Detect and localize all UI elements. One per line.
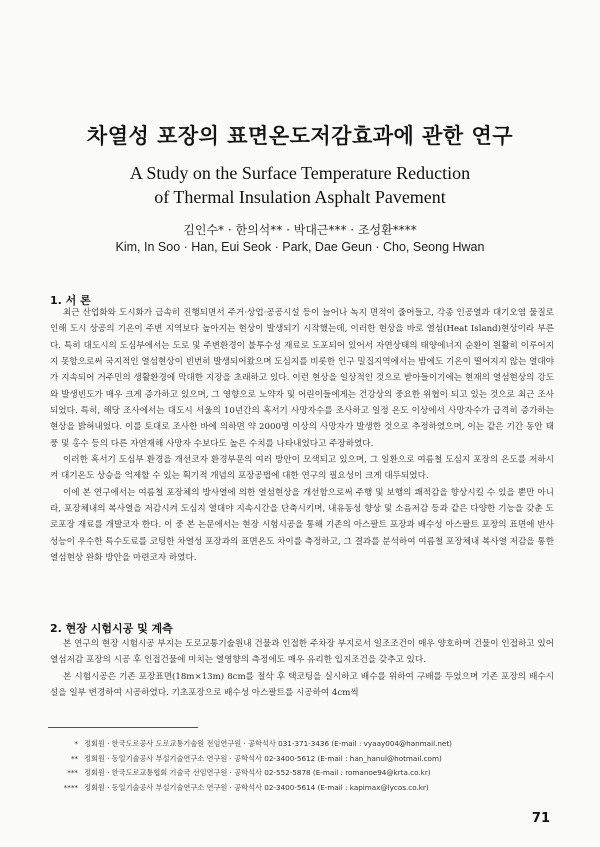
- footnote-text: 정회원 · 한국도로공사 도로교통기술원 전임연구원 · 공학석사 031-371-3436 (E-mail : vyaay004@hanmail.net): [84, 739, 452, 748]
- section-1-body: [50, 305, 554, 567]
- section-1-paragraph: 최근 산업화와 도시화가 급속히 진행되면서 주거·상업·공공시설 등이 늘어나 녹지 면적이 줄어들고, 각종 인공열과 대기오염 물질로 인해 도시 상공의 기온이 주변 지역보다 높아지는 현상이 발생되기 시작했는데, 이러한 현상을 바로 열섬(Heat Island)현상이라 부른다. 특히 대도시의 도심부에서는 도로 및 주변환경이 불투수성 재료로 도포되어 있어서 자연상태의 태양에너지 순환이 원활히 이루어지지 못함으로써 국지적인 열섬현상이 빈번히 발생되어왔으며 도심지를 비롯한 인구 밀집지역에서는 밤에도 기온이 떨어지지 않는 열대야가 지속되어 거주민의 생활환경에 막대한 지장을 초래하고 있다. 이런 현상을 일상적인 것으로 받아들이기에는 현재의 열섬현상의 강도와 발생빈도가 매우 크게 증가하고 있으며, 그 영향으로 노약자 및 어린이들에게는 건강상의 중요한 위협이 되고 있는 것으로 최근 조사되었다. 특히, 해당 조사에서는 대도시 서울의 10년간의 혹서기 사망자수를 조사하고 일정 온도 이상에서 사망자수가 급격히 증가하는 현상을 밝혀내었다. 이를 토대로 조사한 바에 의하면 약 2000명 이상의 사망자가 발생한 것으로 추정하였으며, 이는 같은 기간 동안 태풍 및 홍수 등의 다른 자연재해 사망자 수보다도 높은 수치를 나타내었다고 주장하였다.: [50, 308, 554, 449]
- section-2-paragraph: 본 시험시공은 기존 포장표면(18m×13m) 8cm를 절삭 후 택코팅을 실시하고 배수를 위하여 구배를 두었으며 기존 포장의 배수시설을 일부 변경하여 시공하였다. 기초포장으로 배수성 아스팔트를 시공하여 4cm씩: [50, 671, 554, 699]
- title-korean: 차열성 포장의 표면온도저감효과에 관한 연구: [86, 124, 514, 148]
- footnote-marker: *: [74, 739, 78, 748]
- section-2-body: [50, 636, 554, 701]
- footnote-text: 정회원 · 동일기술공사 부설기술연구소 연구원 · 공학석사 02-3400-5612 (E-mail : han_hanul@hotmail.com): [84, 753, 442, 763]
- footnotes: [48, 737, 568, 795]
- footnote: [48, 781, 568, 796]
- footnote-marker: **: [70, 753, 78, 763]
- section-2-heading: 2. 현장 시험시공 및 계측: [50, 622, 173, 635]
- title-english-line-2: of Thermal Insulation Asphalt Pavement: [154, 187, 446, 207]
- section-1-heading: 1. 서 론: [50, 294, 91, 307]
- footnote: [48, 737, 568, 752]
- title-english-line-1: A Study on the Surface Temperature Reduction: [129, 163, 471, 183]
- footnote-text: 정회원 · 한국도로교통협회 기술국 선임연구원 · 공학석사 02-552-5878 (E-mail : romanoe94@krta.co.kr): [84, 768, 431, 778]
- footnote-divider: [48, 727, 198, 728]
- footnote-marker: ****: [63, 782, 78, 792]
- title-english: [0, 161, 600, 209]
- footnote-text: 정회원 · 동일기술공사 부설기술연구소 연구원 · 공학석사 02-3400-5614 (E-mail : kapimax@lycos.co.kr): [84, 782, 429, 792]
- footnote: [48, 766, 568, 781]
- footnote: [48, 752, 568, 767]
- footnote-marker: ***: [67, 768, 78, 778]
- section-2-paragraph: 본 연구의 현장 시험시공 부지는 도로교통기술원내 건물과 인접한 주차장 부지로서 일조조건이 매우 양호하며 건물이 인접하고 있어 열섬저감 포장의 시공 후 인접건물에 미치는 열영향의 측정에도 매우 유리한 입지조건을 갖추고 있다.: [50, 639, 554, 666]
- section-1-paragraph: 이러한 혹서기 도심부 환경을 개선코자 환경부문의 여러 방안이 모색되고 있으며, 그 일환으로 여름철 도심지 포장의 온도를 저하시켜 대기온도 상승을 억제할 수 있는 획기적 개념의 포장공법에 대한 연구의 필요성이 크게 대두되었다.: [50, 455, 554, 482]
- section-1-paragraph: 이에 본 연구에서는 여름철 포장체의 방사열에 의한 열섬현상을 개선함으로써 주행 및 보행의 쾌적감을 향상시킬 수 있을 뿐만 아니라, 포장체내의 복사열을 저감시켜 도심지 열대야 지속시간을 단축시키며, 내유동성 향상 및 소음저감 등과 같은 다양한 기능을 갖춘 도로포장 재료를 개발코자 한다. 이 중 본 논문에서는 현장 시험시공을 통해 기존의 아스팔트 포장과 배수성 아스팔트 포장의 표면에 반사성능이 우수한 특수도료를 코팅한 차열성 포장과의 표면온도 차이를 측정하고, 그 결과를 분석하여 여름철 포장체내 복사열 저감을 통한 열섬현상 완화 방안을 마련코자 하였다.: [50, 487, 554, 564]
- authors-korean: 김인수* · 한의석** · 박대근*** · 조성환****: [183, 223, 417, 237]
- authors-english: Kim, In Soo · Han, Eui Seok · Park, Dae Geun · Cho, Seong Hwan: [115, 240, 485, 254]
- page-number: 71: [531, 811, 550, 826]
